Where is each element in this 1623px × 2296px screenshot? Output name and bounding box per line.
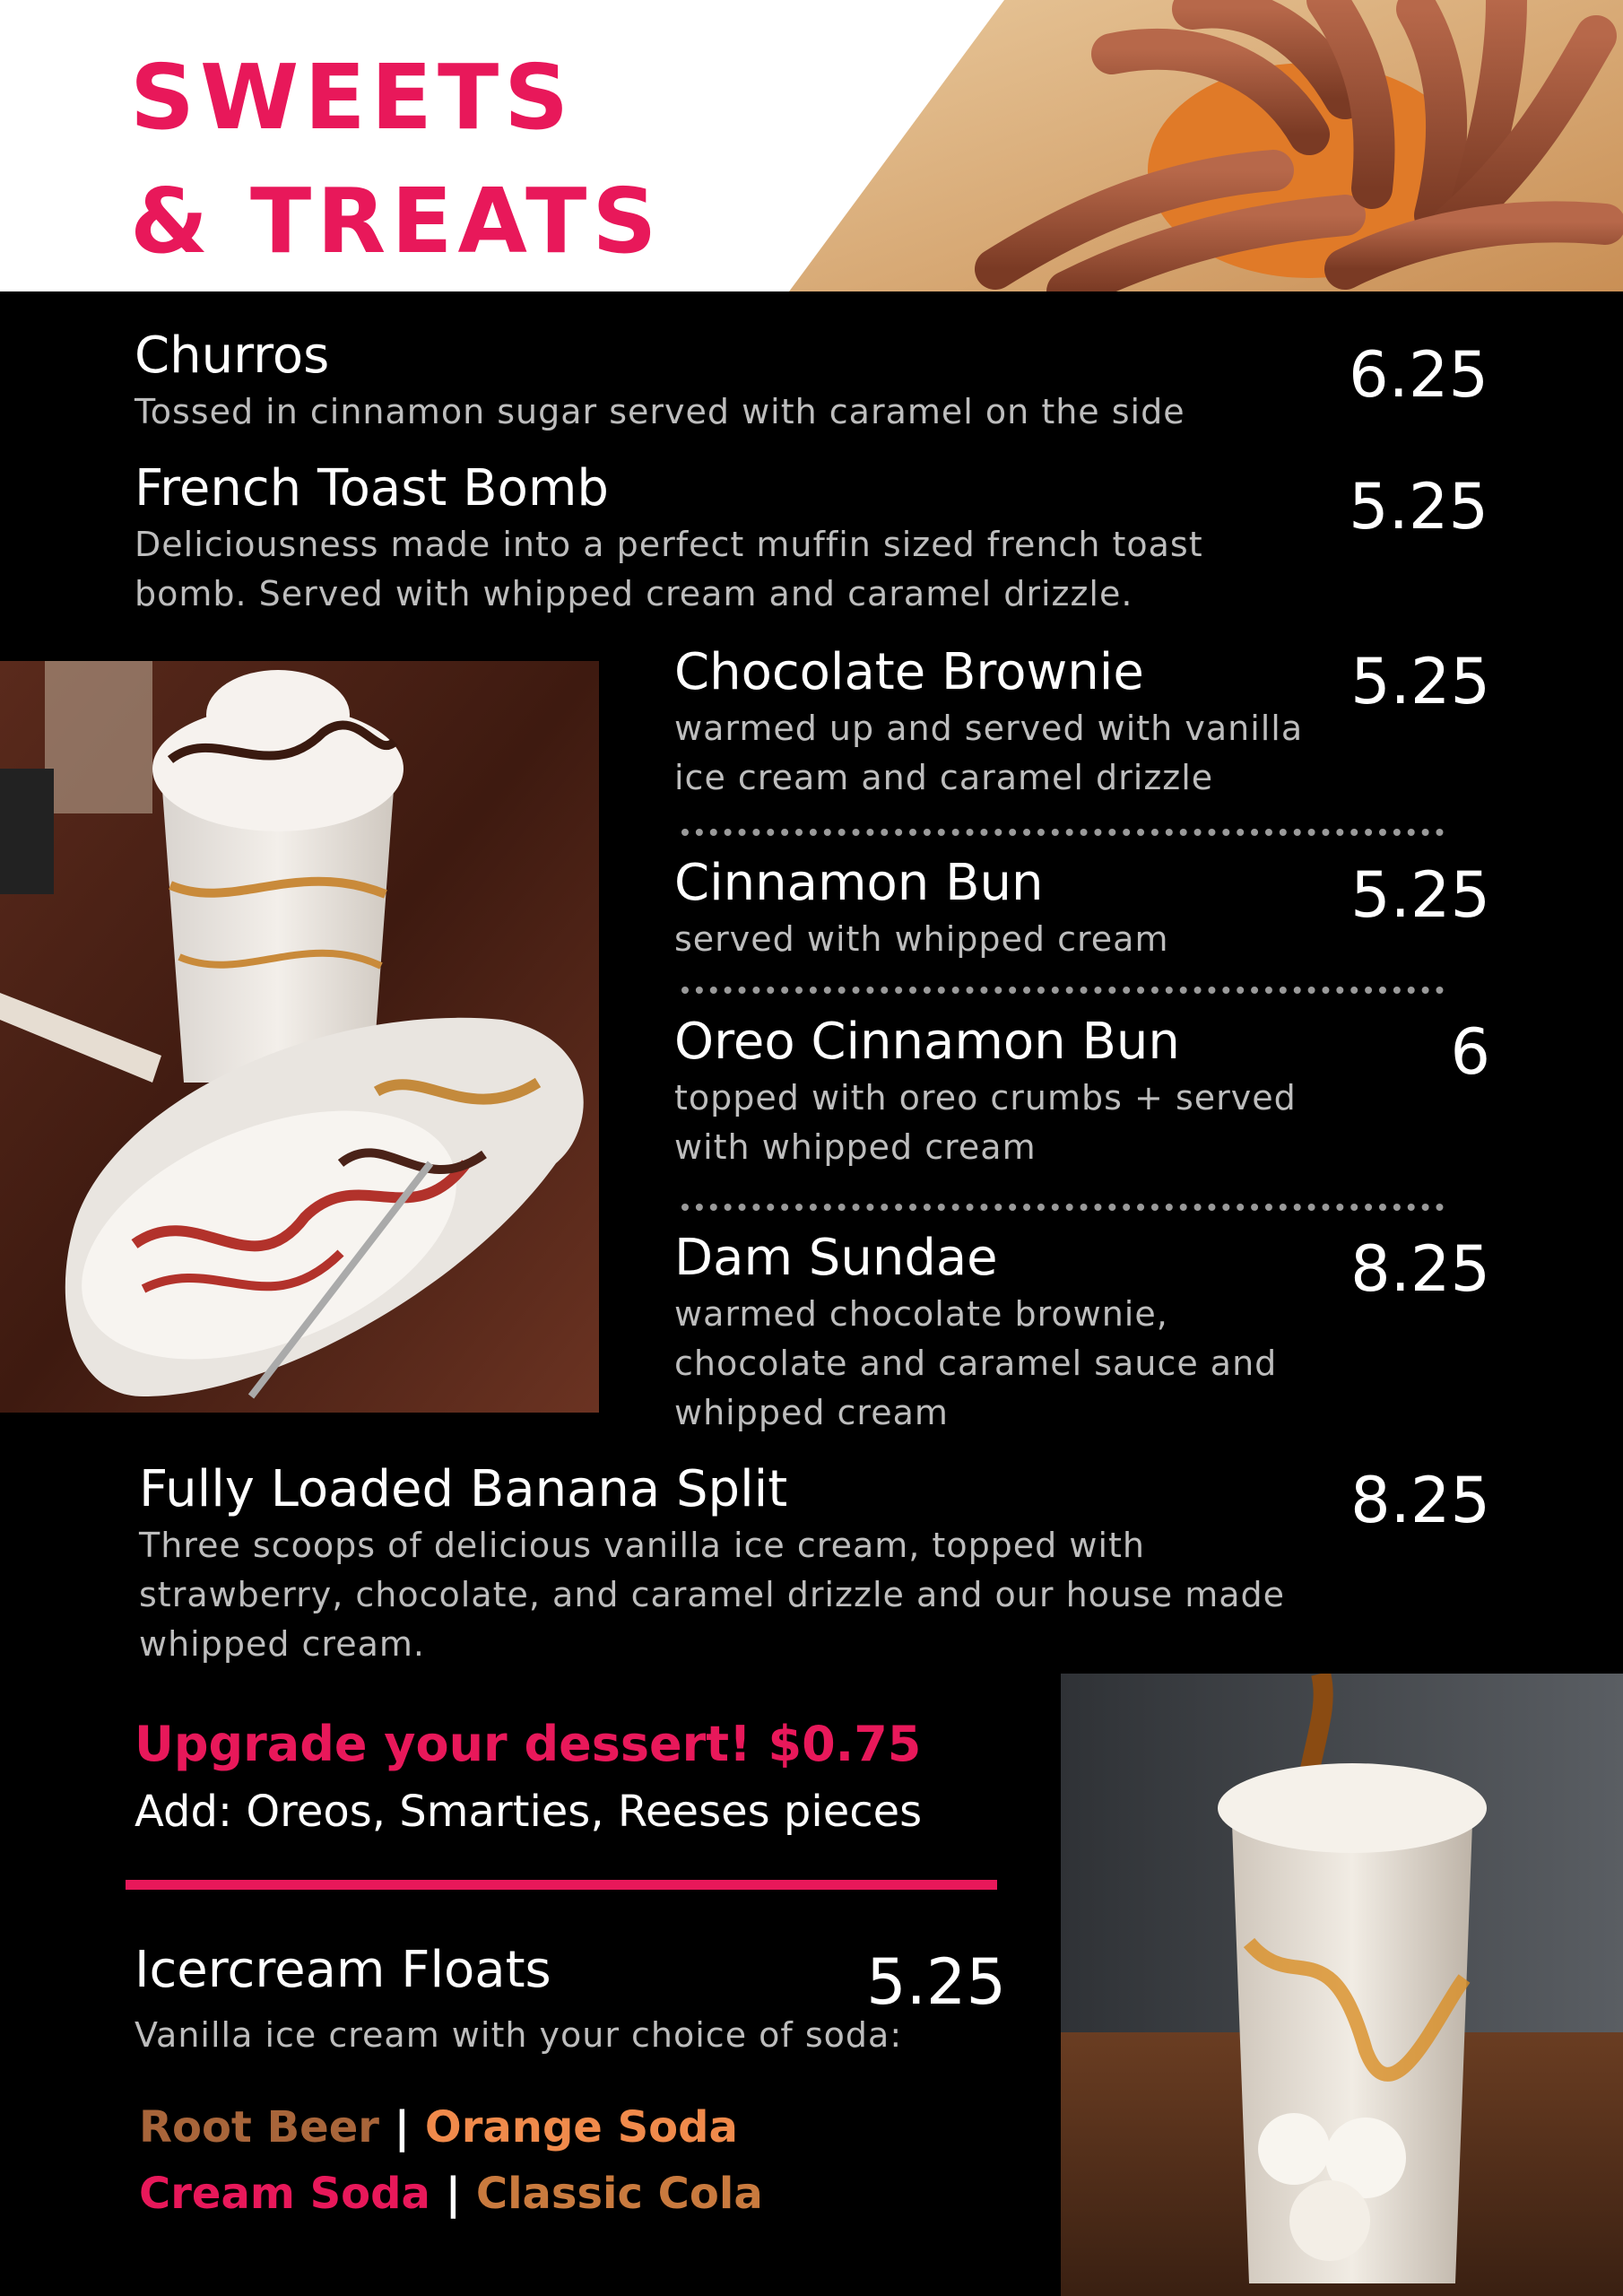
soda-options xyxy=(139,2094,763,2227)
menu-item-cinnamon-bun xyxy=(674,852,1168,964)
menu-item-chocolate-brownie xyxy=(674,641,1303,803)
item-description: Vanilla ice cream with your choice of soda: xyxy=(135,2015,903,2055)
churros-photo xyxy=(771,0,1623,291)
pink-divider xyxy=(126,1880,997,1890)
price-cinnamon-bun: 5.25 xyxy=(1350,858,1490,932)
dotted-divider xyxy=(681,1204,1444,1211)
item-name: Dam Sundae xyxy=(674,1229,998,1287)
menu-item-french-toast-bomb xyxy=(135,457,1203,619)
soda-row xyxy=(139,2094,763,2161)
soda-separator: | xyxy=(445,2169,462,2219)
upgrade-text: Add: Oreos, Smarties, Reeses pieces xyxy=(135,1787,923,1837)
dotted-divider xyxy=(681,987,1444,994)
menu-item-churros xyxy=(135,325,1185,437)
ice-cream-float-photo xyxy=(1061,1674,1623,2296)
item-description-line: whipped cream xyxy=(674,1393,949,1432)
soda-classic-cola: Classic Cola xyxy=(475,2169,763,2219)
item-description: Tossed in cinnamon sugar served with caramel on the side xyxy=(135,392,1185,431)
soda-separator: | xyxy=(394,2102,411,2152)
page-title xyxy=(130,36,662,283)
price-banana-split: 8.25 xyxy=(1350,1464,1490,1537)
title-line-1: SWEETS xyxy=(130,45,575,150)
soda-cream-soda: Cream Soda xyxy=(139,2169,430,2219)
price-ice-cream-floats: 5.25 xyxy=(866,1945,1006,2019)
menu-item-oreo-cinnamon-bun xyxy=(674,1011,1297,1172)
item-description-line: topped with oreo crumbs + served xyxy=(674,1078,1297,1118)
dotted-divider xyxy=(681,829,1444,836)
item-name: French Toast Bomb xyxy=(135,459,609,517)
soda-row xyxy=(139,2161,763,2227)
price-oreo-cinnamon-bun: 6 xyxy=(1450,1015,1490,1089)
item-description-line: Deliciousness made into a perfect muffin sized french toast xyxy=(135,525,1203,564)
item-description-line: chocolate and caramel sauce and xyxy=(674,1344,1278,1383)
price-churros: 6.25 xyxy=(1349,338,1488,412)
item-name: Chocolate Brownie xyxy=(674,643,1144,701)
soda-orange-soda: Orange Soda xyxy=(424,2102,738,2152)
item-description-line: whipped cream. xyxy=(139,1624,425,1664)
item-name: Cinnamon Bun xyxy=(674,854,1044,912)
item-description-line: strawberry, chocolate, and caramel drizzle and our house made xyxy=(139,1575,1286,1614)
price-french-toast-bomb: 5.25 xyxy=(1349,470,1488,544)
item-description: served with whipped cream xyxy=(674,919,1169,959)
menu-item-dam-sundae xyxy=(674,1227,1277,1438)
header xyxy=(0,0,1623,291)
price-dam-sundae: 8.25 xyxy=(1350,1232,1490,1306)
banana-split-photo xyxy=(0,661,599,1413)
item-name: Icercream Floats xyxy=(135,1941,551,1999)
item-name: Oreo Cinnamon Bun xyxy=(674,1013,1180,1071)
price-chocolate-brownie: 5.25 xyxy=(1350,645,1490,718)
item-description-line: with whipped cream xyxy=(674,1127,1037,1167)
soda-root-beer: Root Beer xyxy=(139,2102,379,2152)
upgrade-title: Upgrade your dessert! $0.75 xyxy=(135,1716,922,1772)
item-description-line: Three scoops of delicious vanilla ice cream, topped with xyxy=(139,1526,1146,1565)
item-description-line: ice cream and caramel drizzle xyxy=(674,758,1214,797)
title-line-2: & TREATS xyxy=(130,169,663,274)
item-description-line: warmed up and served with vanilla xyxy=(674,709,1304,748)
item-name: Fully Loaded Banana Split xyxy=(139,1460,788,1518)
item-description-line: bomb. Served with whipped cream and caramel drizzle. xyxy=(135,574,1133,613)
menu-item-banana-split xyxy=(139,1458,1285,1669)
item-description-line: warmed chocolate brownie, xyxy=(674,1294,1168,1334)
item-name: Churros xyxy=(135,326,330,385)
